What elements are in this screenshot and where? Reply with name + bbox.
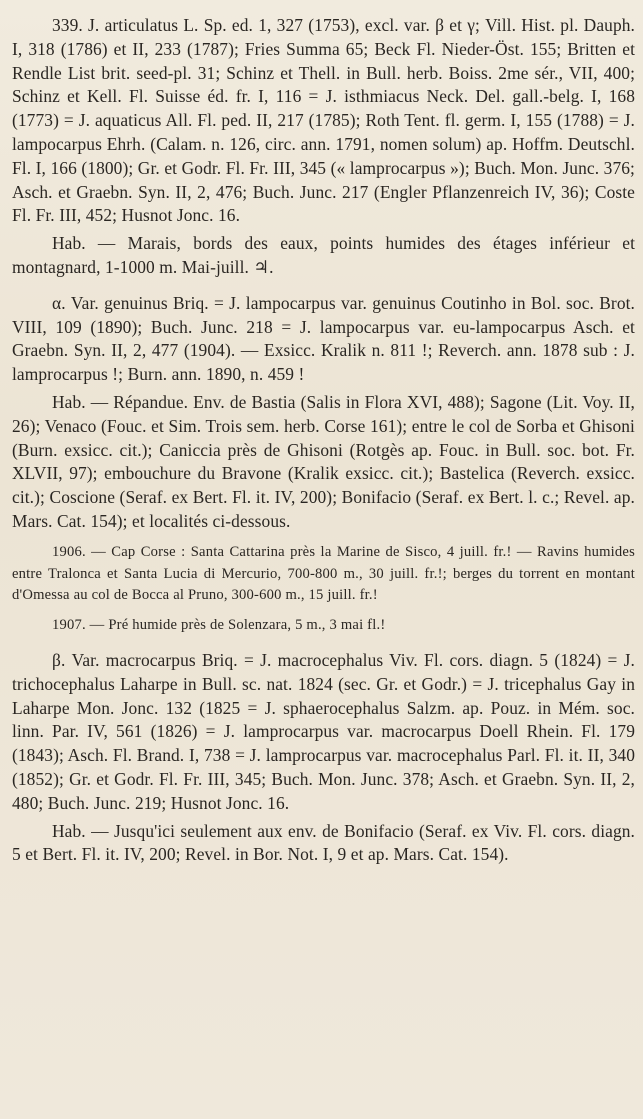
observation-1906: 1906. — Cap Corse : Santa Cattarina près la Marine de Sisco, 4 juill. fr.! — Ravins humides entre Tralonca et Santa Lucia di Mercurio, 700-800 m., 30 juill. fr.!; berges du torrent en montant d'Omessa au col de Bocca al Pruno, 300-600 m., 15 juill. fr.! xyxy=(12,543,635,604)
observation-1907: 1907. — Pré humide près de Solenzara, 5 m., 3 mai fl.! xyxy=(52,617,386,634)
species-339-entry: 339. J. articulatus L. Sp. ed. 1, 327 (1753), excl. var. β et γ; Vill. Hist. pl. Dauph. I, 318 (1786) et II, 233 (1787); Fries Summa 65; Beck Fl. Nieder-Öst. 155; Britten et Rendle List brit. seed-pl. 31; Schinz et Thell. in Bull. herb. Boiss. 2me sér., VII, 400; Schinz et Kell. Fl. Suisse éd. fr. I, 116 = J. isthmiacus Neck. Del. gall.-belg. I, 168 (1773) = J. aquaticus All. Fl. ped. II, 217 (1785); Roth Tent. fl. germ. I, 155 (1788) = J. lampocarpus Ehrh. (Calam. n. 126, circ. ann. 1791, nomen solum) ap. Hoffm. Deutschl. Fl. I, 166 (1800); Gr. et Godr. Fl. Fr. III, 345 (« lamprocarpus »); Buch. Mon. Junc. 376; Asch. et Graebn. Syn. II, 2, 476; Buch. Junc. 217 (Engler Pflanzenreich IV, 36); Coste Fl. Fr. III, 452; Husnot Jonc. 16. xyxy=(12,15,635,226)
var-genuinus-entry: α. Var. genuinus Briq. = J. lampocarpus var. genuinus Coutinho in Bol. soc. Brot. VIII, 109 (1890); Buch. Junc. 218 = J. lampocarpus var. eu-lampocarpus Asch. et Graebn. Syn. II, 2, 477 (1904). — Exsicc. Kralik n. 811 !; Reverch. ann. 1878 sub : J. lamprocarpus !; Burn. ann. 1890, n. 459 ! xyxy=(12,292,635,385)
species-339-habitat: Hab. — Marais, bords des eaux, points humides des étages inférieur et montagnard, 1-1000 m. Mai-juill. ♃. xyxy=(12,233,635,277)
var-macrocarpus-entry: β. Var. macrocarpus Briq. = J. macrocephalus Viv. Fl. cors. diagn. 5 (1824) = J. trichocephalus Laharpe in Bull. sc. nat. 1824 (sec. Gr. et Godr.) = J. tricephalus Gay in Laharpe Mon. Jonc. 132 (1825 = J. sphaerocephalus Salzm. ap. Pouz. in Mém. soc. linn. Par. IV, 561 (1826) = J. lamprocarpus var. macrocarpus Doell Rhein. Fl. 179 (1843); Asch. Fl. Brand. I, 738 = J. lamprocarpus var. macrocephalus Parl. Fl. it. II, 340 (1852); Gr. et Godr. Fl. Fr. III, 345; Buch. Mon. Junc. 378; Asch. et Graebn. Syn. II, 2, 480; Buch. Junc. 219; Husnot Jonc. 16. xyxy=(12,649,635,813)
var-macrocarpus-habitat: Hab. — Jusqu'ici seulement aux env. de Bonifacio (Seraf. ex Viv. Fl. cors. diagn. 5 et Bert. Fl. it. IV, 200; Revel. in Bor. Not. I, 9 et ap. Mars. Cat. 154). xyxy=(12,820,635,865)
var-genuinus-habitat: Hab. — Répandue. Env. de Bastia (Salis in Flora XVI, 488); Sagone (Lit. Voy. II, 26); Venaco (Fouc. et Sim. Trois sem. herb. Corse 161); entre le col de Sorba et Ghisoni (Burn. exsicc. cit.); Caniccia près de Ghisoni (Rotgès ap. Fouc. in Bull. soc. bot. Fr. XLVII, 97); embouchure du Bravone (Kralik exsicc. cit.); Bastelica (Reverch. exsicc. cit.); Coscione (Seraf. ex Bert. Fl. it. IV, 200); Bonifacio (Seraf. ex Bert. l. c.; Revel. ap. Mars. Cat. 154); et localités ci-dessous. xyxy=(12,391,635,531)
